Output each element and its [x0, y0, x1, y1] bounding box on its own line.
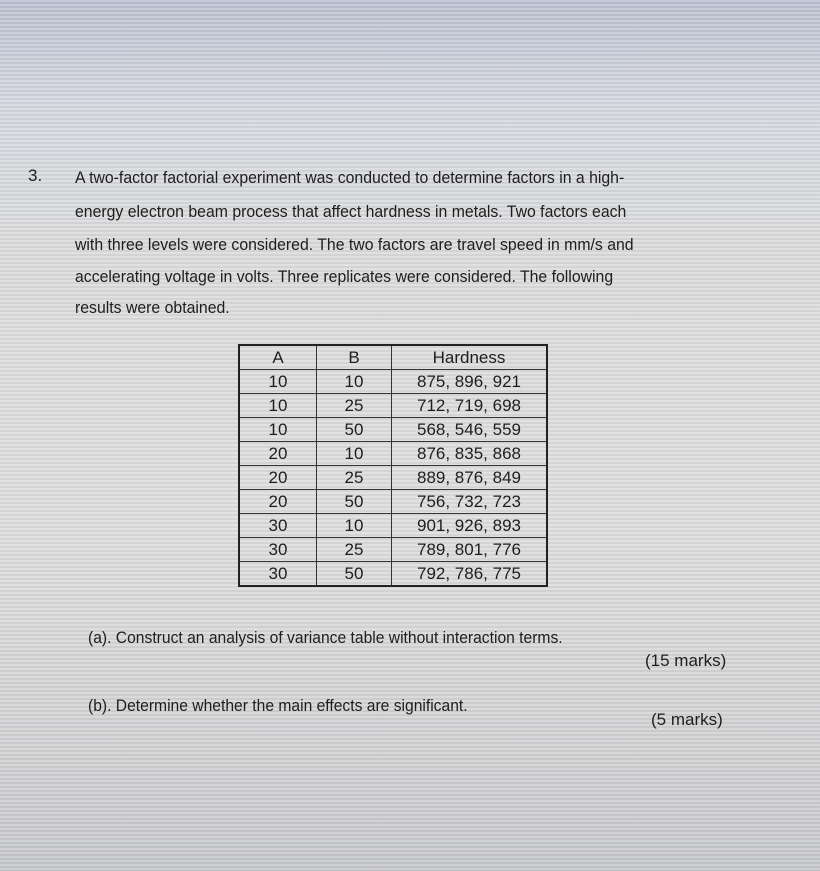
header-hardness: Hardness — [392, 345, 548, 370]
part-a-marks: (15 marks) — [645, 651, 727, 670]
cell-b: 50 — [317, 562, 392, 587]
cell-b: 10 — [317, 442, 392, 466]
cell-b: 50 — [317, 490, 392, 514]
table-row — [239, 466, 547, 490]
cell-a: 20 — [239, 442, 317, 466]
cell-b: 10 — [317, 514, 392, 538]
question-text-line: with three levels were considered. The two factors are travel speed in mm/s and — [75, 235, 634, 254]
cell-b: 25 — [317, 538, 392, 562]
cell-hardness: 875, 896, 921 — [392, 370, 548, 394]
question-text-line: energy electron beam process that affect hardness in metals. Two factors each — [75, 202, 627, 221]
header-a: A — [239, 345, 317, 370]
table-row — [239, 538, 547, 562]
table-row — [239, 514, 547, 538]
cell-a: 30 — [239, 538, 317, 562]
table-row — [239, 394, 547, 418]
cell-b: 25 — [317, 466, 392, 490]
cell-hardness: 712, 719, 698 — [392, 394, 548, 418]
question-text-line: accelerating voltage in volts. Three replicates were considered. The following — [75, 267, 614, 286]
cell-hardness: 792, 786, 775 — [392, 562, 548, 587]
question-text-line: A two-factor factorial experiment was conducted to determine factors in a high- — [75, 168, 625, 187]
cell-b: 50 — [317, 418, 392, 442]
cell-hardness: 876, 835, 868 — [392, 442, 548, 466]
table-row — [239, 562, 547, 587]
cell-b: 25 — [317, 394, 392, 418]
cell-a: 10 — [239, 394, 317, 418]
cell-a: 30 — [239, 514, 317, 538]
part-b-marks: (5 marks) — [651, 710, 723, 729]
question-number: 3. — [28, 166, 43, 185]
cell-b: 10 — [317, 370, 392, 394]
part-b-text: (b). Determine whether the main effects are significant. — [88, 696, 468, 715]
cell-hardness: 889, 876, 849 — [392, 466, 548, 490]
cell-hardness: 568, 546, 559 — [392, 418, 548, 442]
table-row — [239, 442, 547, 466]
table-row — [239, 490, 547, 514]
cell-a: 20 — [239, 490, 317, 514]
hardness-data-table — [238, 344, 548, 587]
cell-a: 10 — [239, 370, 317, 394]
question-text-line: results were obtained. — [75, 298, 230, 317]
cell-a: 20 — [239, 466, 317, 490]
cell-hardness: 901, 926, 893 — [392, 514, 548, 538]
part-a-text: (a). Construct an analysis of variance table without interaction terms. — [88, 628, 563, 647]
cell-a: 30 — [239, 562, 317, 587]
cell-a: 10 — [239, 418, 317, 442]
header-b: B — [317, 345, 392, 370]
table-row — [239, 418, 547, 442]
table-row — [239, 370, 547, 394]
cell-hardness: 789, 801, 776 — [392, 538, 548, 562]
cell-hardness: 756, 732, 723 — [392, 490, 548, 514]
table-header-row — [239, 345, 547, 370]
